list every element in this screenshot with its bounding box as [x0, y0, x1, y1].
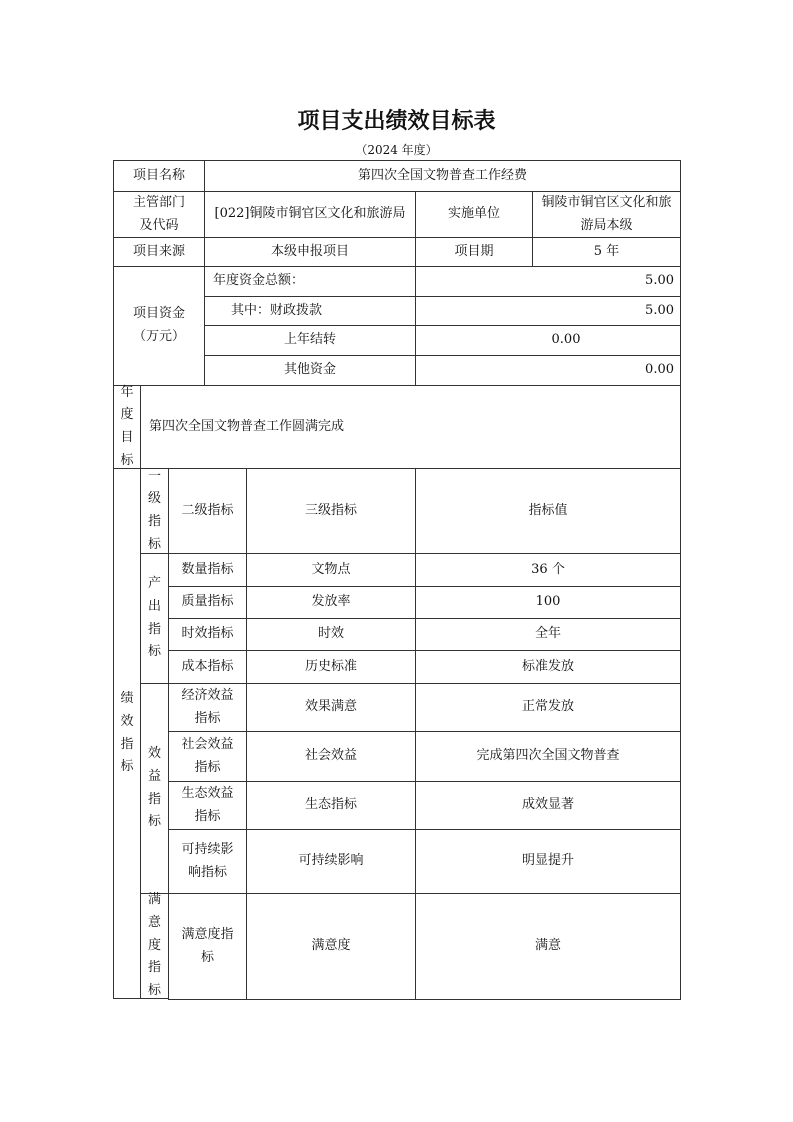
- indicator-l3: 生态指标: [246, 781, 416, 830]
- indicator-l2: 数量指标: [168, 553, 247, 587]
- header-l1: 一级指标: [140, 468, 169, 554]
- group-satisfaction: 满意度指标: [140, 893, 169, 999]
- project-name-label: 项目名称: [113, 160, 205, 192]
- indicator-l2: 质量指标: [168, 586, 247, 619]
- indicator-l2: 时效指标: [168, 618, 247, 651]
- annual-goal: 第四次全国文物普查工作圆满完成: [140, 385, 681, 469]
- dept-value: [022]铜陵市铜官区文化和旅游局: [204, 191, 416, 238]
- indicator-l2: 生态效益指标: [168, 781, 247, 830]
- indicator-l3: 发放率: [246, 586, 416, 619]
- indicator-value: 明显提升: [415, 829, 681, 894]
- indicator-value: 标准发放: [415, 650, 681, 684]
- indicator-l3: 历史标准: [246, 650, 416, 684]
- funds-label: 项目资金（万元）: [113, 266, 205, 386]
- source-label: 项目来源: [113, 237, 205, 267]
- indicator-l2: 可持续影响指标: [168, 829, 247, 894]
- funds-row-value: 5.00: [415, 266, 681, 297]
- indicator-l3: 满意度: [246, 893, 416, 1000]
- funds-row-value: 5.00: [415, 296, 681, 326]
- indicator-l2: 成本指标: [168, 650, 247, 684]
- year-subtitle: （2024 年度）: [355, 143, 438, 157]
- indicator-value: 100: [415, 586, 681, 619]
- indicator-value: 36 个: [415, 553, 681, 587]
- indicator-l2: 满意度指标: [168, 893, 247, 1000]
- page-title: 项目支出绩效目标表: [297, 109, 496, 134]
- perf-label: 绩效指标: [113, 468, 141, 999]
- indicator-value: 成效显著: [415, 781, 681, 830]
- indicator-l2: 社会效益指标: [168, 731, 247, 782]
- indicator-l3: 时效: [246, 618, 416, 651]
- period-value: 5 年: [532, 237, 681, 267]
- indicator-value: 满意: [415, 893, 681, 1000]
- indicator-value: 全年: [415, 618, 681, 651]
- impl-value: 铜陵市铜官区文化和旅游局本级: [532, 191, 681, 238]
- indicator-l3: 可持续影响: [246, 829, 416, 894]
- indicator-l3: 文物点: [246, 553, 416, 587]
- header-l2: 二级指标: [168, 468, 247, 554]
- indicator-l3: 效果满意: [246, 683, 416, 732]
- funds-row-label: 上年结转: [204, 325, 416, 356]
- indicator-value: 正常发放: [415, 683, 681, 732]
- annual-goal-label: 年度目标: [113, 385, 141, 469]
- funds-row-value: 0.00: [415, 325, 681, 356]
- funds-row-label: 其他资金: [204, 355, 416, 386]
- funds-row-value: 0.00: [415, 355, 681, 386]
- group-output: 产出指标: [140, 553, 169, 684]
- project-name: 第四次全国文物普查工作经费: [204, 160, 681, 192]
- header-value: 指标值: [415, 468, 681, 554]
- indicator-l3: 社会效益: [246, 731, 416, 782]
- funds-row-label: 年度资金总额：: [204, 266, 416, 297]
- period-label: 项目期: [415, 237, 533, 267]
- indicator-value: 完成第四次全国文物普查: [415, 731, 681, 782]
- source-value: 本级申报项目: [204, 237, 416, 267]
- dept-label: 主管部门及代码: [113, 191, 205, 238]
- group-benefit: 效益指标: [140, 683, 169, 894]
- funds-row-label: 其中：财政拨款: [204, 296, 416, 326]
- indicator-l2: 经济效益指标: [168, 683, 247, 732]
- header-l3: 三级指标: [246, 468, 416, 554]
- impl-label: 实施单位: [415, 191, 533, 238]
